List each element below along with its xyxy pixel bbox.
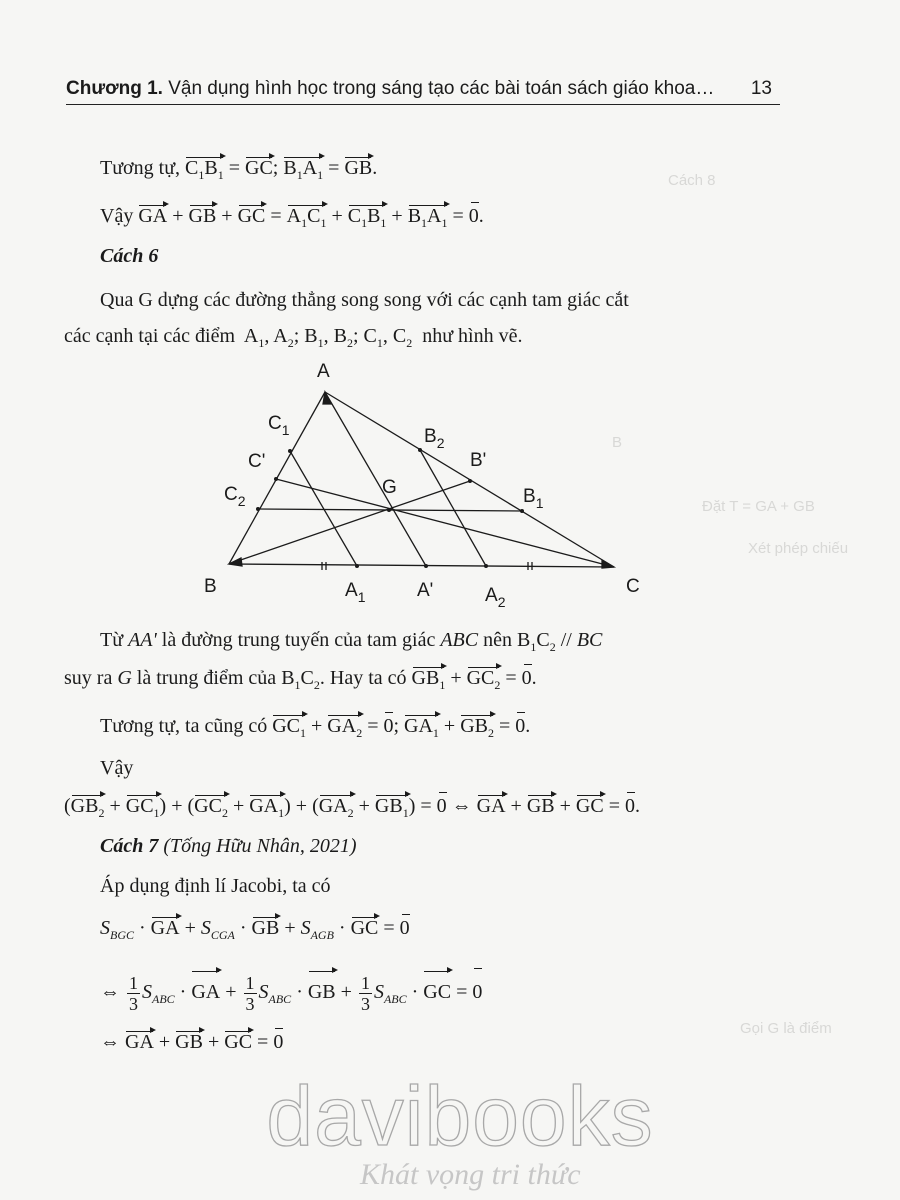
final-equation: ⇔ GA + GB + GC = 0: [100, 1031, 284, 1053]
method-6-title: Cách 6: [100, 245, 159, 267]
label-B1: $B_1$: [523, 486, 544, 511]
equation-conclusion-1: Vậy GA + GB + GC = $A_1C_1 + C_1B_1 + B_1A_1 = 0$.: [100, 204, 484, 235]
label-A1: $A_1$: [345, 580, 366, 605]
equation-similarly-1: Tương tự, $C_1B_1$ = GC; $B_1A_1$ = GB.: [100, 156, 377, 187]
jacobi-equation: $S_{BGC}$ · GA + $S_{CGA}$ · GB + $S_{AGB}$ · GC = 0: [100, 917, 410, 942]
running-header: [66, 74, 780, 105]
watermark-brand: davibooks: [266, 1069, 654, 1163]
label-G: G: [382, 477, 397, 498]
label-C-prime: C': [248, 451, 266, 472]
proof-line-4: Vậy: [100, 757, 134, 779]
label-C1: $C_1$: [268, 413, 290, 438]
method-6-paragraph-line-2: các cạnh tại các điểm $A_1$, $A_2$; $B_1$, $B_2$; $C_1$, $C_2$ như hình vẽ.: [64, 325, 523, 350]
triangle-figure: [190, 360, 660, 610]
proof-line-5: $(GB_2 + GC_1) + (GC_2 + GA_1) + (GA_2 + GB_1) = 0$ ⇔ GA + GB + GC = 0.: [64, 794, 640, 825]
page-number: 13: [750, 78, 772, 99]
proof-line-1: Từ AA' là đường trung tuyến của tam giác ABC nên $B_1C_2$ // BC: [100, 629, 603, 654]
proof-line-3: Tương tự, ta cũng có $GC_1 + GA_2 = 0$; $GA_1 + GB_2 = 0$.: [100, 714, 530, 745]
chapter-heading: Chương 1. Vận dụng hình học trong sáng tạo các bài toán sách giáo khoa…: [66, 78, 715, 99]
jacobi-intro: Áp dụng định lí Jacobi, ta có: [100, 875, 331, 897]
method-7-title: Cách 7 (Tống Hữu Nhân, 2021): [100, 835, 357, 857]
label-A2: $A_2$: [485, 585, 506, 610]
label-B: B: [204, 576, 217, 597]
jacobi-equation-2: ⇔ $\frac{1}{3}$ $S_{ABC}$ · GA + $\frac{1}{3}$ $S_{ABC}$ · GB + $\frac{1}{3}$ $S_{ABC}$ · GC = 0: [100, 970, 482, 1021]
label-C: C: [626, 576, 640, 597]
label-B2: $B_2$: [424, 426, 445, 451]
watermark-slogan: Khát vọng tri thức: [360, 1158, 581, 1191]
label-A: A: [317, 361, 330, 382]
label-A-prime: A': [417, 580, 434, 601]
book-page: Cách 8 B Đặt T = GA + GB Xét phép chiếu Gọi G là điểm Chương 1. Vận dụng hình học trong sáng tạo các bài toán sách giáo khoa… 13 Tương tự, $C_1B_1$ = GC; $B_1A_1$ = GB. Vậy GA + GB + GC = $A_1C_1 + C_1B_1 + B_1A_1 = 0$. Cách 6 Qua G dựng các đường thẳng song song với các cạnh tam giác cắt các cạnh tại các điểm $A_1$, $A_2$; $B_1$, $B_2$; $C_1$, $C_2$ như hình vẽ. A B C G $C_1$ C' $C_2$ $B_2$ B' $B_1$ $A_1$ A' $A_2$ Từ AA' là đường trung tuyến của tam giác ABC nên $B_1C_2$ // BC suy ra G là trung điểm của $B_1C_2$. Hay ta có $GB_1 + GC_2 = 0$. Tương tự, ta cũng có $GC_1 + GA_2 = 0$; $GA_1 + GB_2 = 0$. Vậy $(GB_2 + GC_1) + (GC_2 + GA_1) + (GA_2 + GB_1) = 0$ ⇔ GA + GB + GC = 0. Cách 7 (Tống Hữu Nhân, 2021) Áp dụng định lí Jacobi, ta có $S_{BGC}$ · GA + $S_{CGA}$ · GB + $S_{AGB}$ · GC = 0 ⇔ $\frac{1}{3}$ $S_{ABC}$ · GA + $\frac{1}{3}$ $S_{ABC}$ · GB + $\frac{1}{3}$ $S_{ABC}$ · GC = 0 ⇔ GA + GB + GC = 0 davibooks Khát vọng tri thức: [0, 0, 900, 1200]
label-B-prime: B': [470, 450, 487, 471]
label-C2: $C_2$: [224, 484, 246, 509]
proof-line-2: suy ra G là trung điểm của $B_1C_2$. Hay ta có $GB_1 + GC_2 = 0$.: [64, 666, 537, 697]
method-6-paragraph-line-1: Qua G dựng các đường thẳng song song với các cạnh tam giác cắt: [100, 289, 629, 311]
